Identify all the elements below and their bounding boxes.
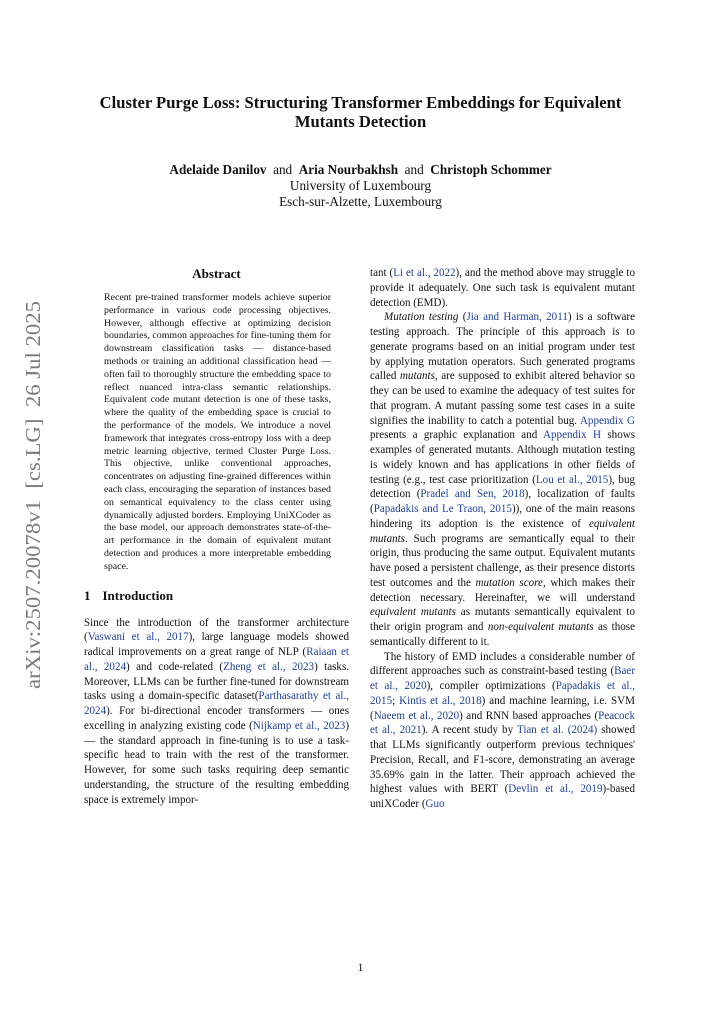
citation-link[interactable]: Peacock et al., 2021 [370, 709, 635, 737]
citation-link[interactable]: Jia and Harman, 2011 [466, 311, 568, 324]
citation-link[interactable]: Appendix H [543, 429, 601, 442]
citation-link[interactable]: Parthasarathy et al., 2024 [84, 690, 349, 718]
citation-link[interactable]: Baer et al., 2020 [370, 665, 635, 692]
emphasized-term: mutation score [475, 576, 543, 589]
citation-link[interactable]: Papadakis et al., 2015 [370, 680, 635, 707]
citation-link[interactable]: Raiaan et al., 2024 [84, 646, 349, 673]
citation-link[interactable]: Guo [425, 798, 445, 810]
citation-link[interactable]: Naeem et al., 2020 [373, 709, 460, 722]
intro-paragraph: Since the introduction of the transformer architecture (Vaswani et al., 2017), large language models showed radical improvements on a great range of NLP (Raiaan et al., 2024) and code-related (Zheng et al., 2023) tasks. Moreover, LLMs can be further fine-tuned for downstream tasks using a domain-specific dataset(Parthasarathy et al., 2024). For bi-directional encoder transformers — ones excelling in analyzing existing code (Nijkamp et al., 2023) — the standard approach in fine-tuning is to use a task-specific head to train with the rest of the transformer. However, for some such tasks requiring deep semantic understanding, the structure of the resulting embedding space is extremely impor- [84, 616, 350, 806]
emphasized-term: equivalent mutants [370, 606, 456, 619]
arxiv-watermark [4, 300, 50, 690]
emphasized-term: equivalent mutants [370, 517, 635, 545]
paper-title: Cluster Purge Loss: Structuring Transformer Embeddings for Equivalent Mutants Detection [99, 93, 622, 131]
citation-link[interactable]: Kintis et al., 2018 [399, 694, 482, 707]
body-paragraph: The history of EMD includes a considerable number of different approaches such as constraint-based testing (Baer et al., 2020), compiler optimizations (Papadakis et al., 2015; Kintis et al., 2018) and machine learning, i.e. SVM (Naeem et al., 2020) and RNN based approaches (Peacock et al., 2021). A recent study by Tian et al. (2024) showed that LLMs significantly outperform previous techniques' Precision, Recall, and F1-score, demonstrating an average 35.69% gain in the latter. Their approach achieved the highest values with BERT (Devlin et al., 2019)-based uniXCoder (Guo [370, 650, 635, 810]
citation-link[interactable]: Vaswani et al., 2017 [87, 631, 189, 644]
citation-link[interactable]: Devlin et al., 2019 [508, 783, 603, 796]
emphasized-term: non-equivalent mutants [487, 621, 594, 633]
author-name: Christoph Schommer [430, 162, 552, 177]
abstract-text: Recent pre-trained transformer models achieve superior performance in various code processing objectives. However, although effective at optimizing decision boundaries, common approaches for fine-tuning them for downstream classification tasks — distance-based methods or training an additional classification head — often fail to thoroughly structure the embedding space to reflect nuanced intra-class semantic relationships. Equivalent code mutant detection is one of these tasks, where the quality of the embedding space is crucial to the performance of the models. We introduce a novel framework that integrates cross-entropy loss with a deep metric learning objective, termed Cluster Purge Loss. This objective, unlike conventional approaches, concentrates on adjusting fine-grained differences within each class, encouraging the separation of instances based on semantical equivalency to the class center using dynamically adjusted borders. Employing UniXCoder as the base model, our approach demonstrates state-of-the-art performance in the domain of equivalent mutant detection and produces a more interpretable embedding space. [104, 292, 331, 572]
section-title: Introduction [102, 587, 174, 603]
body-paragraph: Mutation testing (Jia and Harman, 2011) is a software testing approach. The principle of this approach is to generate programs based on an initial program under test by applying mutation operators. Such generated programs called mutants, are supposed to exhibit altered behavior so they can be used to examine the adequacy of test suites for that program. A mutant passing some test cases in a suite signifies the inability to catch a potential bug. Appendix G presents a graphic explanation and Appendix H shows examples of generated mutants. Although mutation testing is widely known and has applications in other fields of testing (e.g., test case prioritization (Lou et al., 2015), bug detection (Pradel and Sen, 2018), localization of faults (Papadakis and Le Traon, 2015)), one of the main reasons hindering its adoption is the existence of equivalent mutants. Such programs are semantically equal to their origin, thus producing the same output. Equivalent mutants have posed a persistent challenge, as their presence distorts test outcomes and the mutation score, which makes their detection necessary. Hereinafter, we will understand equivalent mutants as mutants semantically equivalent to their origin program and non-equivalent mutants as those semantically different to it. [370, 311, 636, 648]
affiliation: University of Luxembourg [289, 178, 432, 193]
arxiv-watermark-text: arXiv:2507.20078v1 [cs.LG] 26 Jul 2025 [21, 322, 45, 689]
left-column [84, 266, 349, 807]
citation-link[interactable]: Nijkamp et al., 2023 [252, 719, 346, 732]
citation-link[interactable]: Appendix G [579, 414, 635, 427]
section-number: 1 [84, 587, 91, 603]
section-heading-introduction [84, 588, 349, 604]
emphasized-term: Mutation testing [384, 311, 459, 324]
page-number: 1 [357, 960, 364, 974]
emphasized-term: mutants [399, 370, 435, 383]
body-paragraph: tant (Li et al., 2022), and the method above may struggle to provide it adequately. One such task is equivalent mutant detection (EMD). [370, 267, 635, 309]
citation-link[interactable]: Li et al., 2022 [393, 267, 456, 279]
citation-link[interactable]: Zheng et al., 2023 [223, 660, 315, 673]
author-name: Adelaide Danilov [169, 162, 267, 177]
author-separator: and [273, 162, 293, 177]
abstract-heading: Abstract [192, 266, 241, 281]
author-separator: and [404, 162, 424, 177]
author-names [80, 162, 641, 178]
author-name: Aria Nourbakhsh [298, 162, 399, 177]
citation-link[interactable]: Lou et al., 2015 [535, 473, 609, 486]
citation-link[interactable]: Pradel and Sen, 2018 [420, 488, 525, 501]
author-block [80, 162, 641, 210]
citation-link[interactable]: Tian et al. (2024) [516, 724, 598, 737]
location: Esch-sur-Alzette, Luxembourg [279, 194, 442, 209]
right-column [370, 266, 635, 812]
citation-link[interactable]: Papadakis and Le Traon, 2015 [373, 503, 512, 515]
